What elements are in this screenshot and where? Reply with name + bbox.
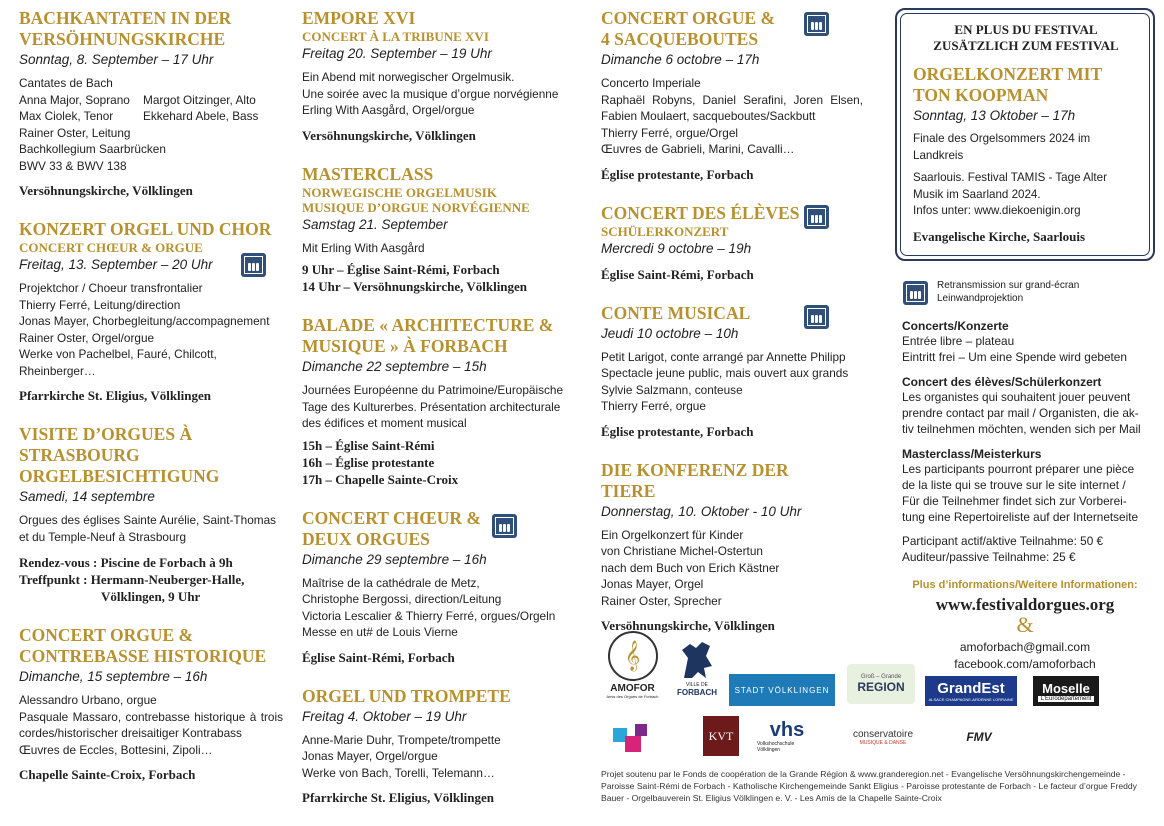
event-line: Raphaël Robyns, Daniel Serafini, Joren Elsen, Fabien Moulaert, sacqueboutes/Sackbutt: [601, 92, 863, 123]
logo-subtext: VILLE DE: [686, 681, 708, 688]
screen-projection-icon: [492, 514, 517, 538]
info-heading: Concert des élèves/Schülerkonzert: [902, 374, 1102, 389]
event-line: Jonas Mayer, Orgel: [601, 577, 704, 591]
screen-projection-icon: [804, 12, 829, 36]
logo-subtext: Amis des Orgues de Forbach: [606, 694, 659, 699]
event-line: Jonas Mayer, Orgel/orgue: [302, 749, 438, 763]
event-time: 14 Uhr – Versöhnungskirche, Völklingen: [302, 279, 528, 294]
event-line: Werke von Pachelbel, Fauré, Chilcott, Rheinberger…: [19, 347, 217, 378]
legend-line: Retransmission sur grand-écran: [937, 279, 1080, 291]
logo-text: FMV: [966, 730, 992, 744]
screen-projection-icon: [804, 305, 829, 329]
event-line: Rainer Oster, Sprecher: [601, 593, 722, 608]
website-link[interactable]: www.festivaldorgues.org: [935, 594, 1115, 614]
event-line: Spectacle jeune public, mais ouvert aux grands: [601, 366, 849, 380]
info-line: tung eine Repertoireliste auf der Internetseite: [902, 509, 1139, 524]
event-konzert-orgel-chor: [19, 219, 283, 404]
event-title: CONTE MUSICAL: [601, 302, 751, 323]
event-body: [302, 69, 564, 119]
meeting-point: Völklingen, 9 Uhr: [101, 589, 201, 604]
event-title: MASTERCLASS: [302, 163, 434, 184]
kvt-logo: [703, 716, 739, 756]
info-body: [902, 461, 1155, 525]
event-line: Messe en ut# de Louis Vierne: [302, 625, 458, 639]
amofor-logo: [605, 630, 660, 700]
event-location: Versöhnungskirche, Völklingen: [302, 127, 476, 143]
legend-line: Leinwandprojektion: [937, 292, 1024, 304]
event-line: Petit Larigot, conte arrangé par Annette Philipp: [601, 349, 846, 364]
small-text-logo: [651, 722, 689, 756]
event-time: 16h – Église protestante: [302, 454, 435, 470]
performer: Ekkehard Abele, Bass: [143, 109, 259, 123]
column-1: [19, 8, 283, 803]
event-line: Tage des Kulturerbes. Présentation architecturale: [302, 399, 561, 414]
event-title: VISITE D’ORGUES À STRASBOURG ORGELBESICHTIGUNG: [19, 424, 220, 486]
event-line: Thierry Ferré, orgue: [601, 399, 706, 413]
fee-line: Participant actif/aktive Teilnahme: 50 €: [902, 533, 1104, 548]
performer: Max Ciolek, Tenor: [19, 109, 114, 123]
more-info-label: Plus d’informations/Weitere Informationen:: [912, 578, 1138, 591]
event-subtitle: SCHÜLERKONZERT: [601, 223, 729, 239]
info-line: Les participants pourront préparer une pièce: [902, 461, 1135, 476]
screen-projection-icon: [241, 253, 266, 277]
event-body: [19, 75, 283, 174]
event-line: Ein Orgelkonzert für Kinder: [601, 527, 744, 542]
event-location: Église Saint-Rémi, Forbach: [601, 266, 754, 282]
event-location: Église protestante, Forbach: [601, 423, 754, 439]
event-title: ORGEL UND TROMPETE: [302, 685, 511, 706]
logo-text: KVT: [708, 728, 734, 743]
logo-subtext: Volkshochschule Völklingen: [757, 741, 795, 753]
event-line: Infos unter: www.diekoenigin.org: [913, 204, 1081, 217]
info-line: prendre contact par mail / Organisten, die ak-: [902, 405, 1139, 420]
event-date: Dimanche 6 octobre – 17h: [601, 52, 760, 67]
event-line: Bachkollegium Saarbrücken: [19, 142, 166, 156]
event-time: 17h – Chapelle Sainte-Croix: [302, 471, 459, 487]
event-title: EMPORE XVI: [302, 8, 416, 28]
box-heading: ZUSÄTZLICH ZUM FESTIVAL: [933, 38, 1119, 53]
event-date: Donnerstag, 10. Oktober - 10 Uhr: [601, 503, 802, 519]
event-balade: [302, 315, 564, 488]
logo-text: FORBACH: [677, 687, 717, 697]
event-body: [302, 575, 564, 641]
event-line: Rainer Oster, Leitung: [19, 125, 131, 140]
grande-region-logo: [847, 664, 915, 704]
event-title: KONZERT ORGEL UND CHOR: [19, 219, 272, 239]
event-date: Dimanche, 15 septembre – 16h: [19, 669, 208, 684]
logo-text: conservatoire: [852, 728, 914, 740]
event-date: Dimanche 29 septembre – 16h: [302, 551, 487, 567]
info-line: tiv teilnehmen möchten, wenden sich per Mail: [902, 421, 1141, 436]
logo-text: GrandEst: [937, 679, 1005, 697]
event-date: Freitag 20. September – 19 Uhr: [302, 46, 492, 61]
event-location: Église Saint-Rémi, Forbach: [302, 649, 455, 665]
event-line: nach dem Buch von Erich Kästner: [601, 560, 780, 575]
event-body: [19, 692, 283, 758]
event-line: Une soirée avec la musique d’orgue norvégienne: [302, 86, 559, 101]
meeting-point: Treffpunkt : Hermann-Neuberger-Halle,: [19, 572, 245, 587]
email-link[interactable]: amoforbach@gmail.com: [959, 639, 1091, 654]
info-heading: Concerts/Konzerte: [902, 318, 1009, 333]
footer-sponsors: Projet soutenu par le Fonds de coopération de la Grande Région & www.granderegion.net - Evangelische Versöhnungskirchengemeinde - Paroisse Saint-Rémi de Forbach - Katholische Kirchengemeinde Sankt Eligius - Paroisse protestante de Forbach - Le facteur d’orgue Freddy Bauer - Orgelbauverein St. Eligius Völklingen e. V. - Les Amis de la Chapelle Sainte-Croix: [601, 769, 1137, 803]
column-2: [302, 8, 564, 826]
event-time: 15h – Église Saint-Rémi: [302, 437, 435, 453]
meeting-points: [19, 554, 283, 605]
conservatoire-logo: [843, 720, 923, 754]
grandest-logo: [925, 676, 1017, 706]
event-title: BACHKANTATEN IN DER VERSÖHNUNGSKIRCHE: [19, 8, 232, 49]
event-empore: [302, 8, 564, 144]
event-body: [601, 349, 863, 415]
event-location: Versöhnungskirche, Völklingen: [601, 618, 775, 633]
event-line: Thierry Ferré, orgue/Orgel: [601, 125, 739, 140]
event-konferenz-tiere: [601, 460, 863, 635]
performer: Margot Oitzinger, Alto: [143, 92, 256, 107]
event-time: 9 Uhr – Église Saint-Rémi, Forbach: [302, 262, 500, 277]
event-date: Sonntag, 13 Oktober – 17h: [913, 108, 1076, 123]
event-line: BWV 33 & BWV 138: [19, 158, 127, 173]
info-heading: Masterclass/Meisterkurs: [902, 446, 1042, 461]
logo-subtext: Groß – Grande: [860, 674, 902, 680]
event-title: DIE KONFERENZ DER TIERE: [601, 459, 789, 501]
performer: Anna Major, Soprano: [19, 92, 130, 107]
column-3: [601, 8, 863, 654]
extra-concert-box: [895, 8, 1155, 261]
event-body: [302, 382, 564, 432]
event-line: Cantates de Bach: [19, 76, 113, 90]
fmv-logo: [949, 720, 1009, 754]
event-date: Jeudi 10 octobre – 10h: [601, 325, 739, 341]
info-line: de la liste qui se trouve sur le site internet /: [902, 477, 1126, 492]
event-date: Dimanche 22 septembre – 15h: [302, 359, 487, 374]
event-subtitle: NORWEGISCHE ORGELMUSIK: [302, 184, 497, 200]
forbach-logo: [672, 632, 722, 702]
event-title: ORGELKONZERT MIT TON KOOPMAN: [913, 64, 1102, 105]
logo-subtext: ALSACE CHAMPAGNE-ARDENNE LORRAINE: [928, 696, 1014, 702]
event-line: Victoria Lescalier & Thierry Ferré, orgues/Orgeln: [302, 608, 556, 623]
event-location: Pfarrkirche St. Eligius, Völklingen: [302, 790, 495, 805]
event-visite-orgues: [19, 424, 283, 605]
event-line: Anne-Marie Duhr, Trompete/trompette: [302, 732, 501, 747]
event-subtitle: CONCERT À LA TRIBUNE XVI: [302, 29, 489, 44]
event-line: Werke von Bach, Torelli, Telemann…: [302, 765, 495, 780]
event-date: Samedi, 14 septembre: [19, 489, 155, 504]
facebook-link[interactable]: facebook.com/amoforbach: [954, 656, 1096, 671]
vhs-logo: [757, 716, 817, 756]
event-orgel-trompete: [302, 686, 564, 807]
event-date: Mercredi 9 octobre – 19h: [601, 240, 752, 256]
event-bachkantaten: [19, 8, 283, 199]
info-line: Entrée libre – plateau: [902, 333, 1015, 348]
event-line: Christophe Bergossi, direction/Leitung: [302, 592, 502, 606]
event-location: Evangelische Kirche, Saarlouis: [913, 228, 1086, 244]
logo-text: AMOFOR: [610, 683, 655, 694]
event-title: BALADE « ARCHITECTURE & MUSIQUE » À FORBACH: [302, 315, 554, 356]
event-line: Pasquale Massaro, contrebasse historique à trois cordes/historischer dreisaitiger Kontrabass: [19, 709, 283, 740]
event-location: Versöhnungskirche, Völklingen: [19, 183, 193, 198]
event-line: Concerto Imperiale: [601, 76, 701, 90]
ampersand: &: [1016, 611, 1034, 637]
logo-text: REGION: [857, 680, 905, 694]
event-masterclass: [302, 164, 564, 296]
event-body: [19, 280, 283, 379]
event-line: Erling With Aasgård, Orgel/orgue: [302, 103, 475, 117]
logo-subtext: L’Eurodépartement: [1038, 696, 1095, 702]
event-line: Rainer Oster, Orgel/orgue: [19, 330, 155, 345]
screen-projection-icon: [804, 205, 829, 229]
event-line: Finale des Orgelsommers 2024 im Landkreis: [913, 132, 1091, 162]
meeting-point: Rendez-vous : Piscine de Forbach à 9h: [19, 555, 233, 570]
event-title: CONCERT CHŒUR & DEUX ORGUES: [302, 507, 481, 549]
screen-legend: [895, 279, 1155, 309]
box-heading: EN PLUS DU FESTIVAL: [954, 22, 1098, 37]
voelklingen-logo: [729, 674, 835, 706]
colored-squares-logo: [611, 722, 653, 756]
event-title: CONCERT ORGUE & CONTREBASSE HISTORIQUE: [19, 625, 267, 666]
event-subtitle: CONCERT CHŒUR & ORGUE: [19, 240, 203, 255]
event-location: Église protestante, Forbach: [601, 166, 754, 182]
event-body: [302, 732, 564, 782]
contact: [895, 639, 1155, 673]
organ-clef-icon: 𝄞: [608, 631, 658, 681]
event-concert-eleves: [601, 203, 863, 283]
fee-line: Auditeur/passive Teilnahme: 25 €: [902, 549, 1076, 564]
event-times: [302, 437, 564, 488]
event-sacqueboutes: [601, 8, 863, 183]
column-4: [895, 8, 1155, 673]
event-line: Projektchor / Choeur transfrontalier: [19, 281, 203, 295]
event-times: [302, 261, 564, 295]
event-body: [601, 75, 863, 158]
event-date: Sonntag, 8. September – 17 Uhr: [19, 52, 214, 67]
event-line: Œuvres de Eccles, Bottesini, Zipoli…: [19, 742, 213, 757]
event-body: [601, 527, 863, 610]
event-line: Œuvres de Gabrieli, Marini, Cavalli…: [601, 142, 795, 156]
info-line: Für die Teilnehmer findet sich zur Vorberei-: [902, 493, 1127, 508]
event-line: Sylvie Salzmann, conteuse: [601, 382, 743, 397]
event-location: Chapelle Sainte-Croix, Forbach: [19, 767, 196, 782]
event-title: CONCERT DES ÉLÈVES: [601, 202, 800, 223]
info-line: Les organistes qui souhaitent jouer peuvent: [902, 389, 1131, 404]
info-body: [902, 333, 1155, 365]
event-title: CONCERT ORGUE & 4 SACQUEBOUTES: [601, 8, 776, 49]
event-body: Orgues des églises Sainte Aurélie, Saint-Thomas et du Temple-Neuf à Strasbourg: [19, 513, 277, 544]
event-date: Freitag 4. Oktober – 19 Uhr: [302, 708, 467, 724]
event-date: Samstag 21. September: [302, 216, 448, 232]
event-line: Thierry Ferré, Leitung/direction: [19, 297, 181, 312]
event-conte-musical: [601, 303, 863, 440]
fees: [902, 533, 1155, 565]
logo-text: vhs: [769, 719, 805, 741]
info-body: [902, 389, 1155, 437]
event-subtitle: MUSIQUE D’ORGUE NORVÉGIENNE: [302, 199, 530, 215]
event-line: Alessandro Urbano, orgue: [19, 693, 157, 707]
event-line: von Christiane Michel-Ostertun: [601, 544, 763, 558]
info-line: Eintritt frei – Um eine Spende wird gebeten: [902, 349, 1127, 364]
event-line: Jonas Mayer, Chorbegleitung/accompagnement: [19, 314, 270, 328]
moselle-logo: [1033, 676, 1099, 706]
event-line: Saarlouis. Festival TAMIS - Tage Alter Musik im Saarland 2024.: [913, 171, 1107, 201]
logo-text: Moselle: [1042, 680, 1090, 696]
event-line: Maîtrise de la cathédrale de Metz,: [302, 575, 480, 590]
event-location: Pfarrkirche St. Eligius, Völklingen: [19, 388, 212, 403]
logo-text: STADT VÖLKLINGEN: [734, 685, 830, 695]
info-section: [895, 319, 1155, 565]
event-line: Journées Européenne du Patrimoine/Europäische: [302, 383, 564, 397]
event-contrebasse: [19, 625, 283, 783]
event-line: Ein Abend mit norwegischer Orgelmusik.: [302, 70, 515, 84]
event-date: Freitag, 13. September – 20 Uhr: [19, 257, 213, 272]
event-choeur-deux-orgues: [302, 508, 564, 666]
screen-projection-icon: [903, 281, 928, 305]
event-line: des édifices et moment musical: [302, 416, 467, 430]
lion-icon: [676, 638, 718, 682]
event-body: [913, 131, 1139, 220]
performers: [19, 92, 283, 125]
logo-subtext: MUSIQUE & DANSE: [859, 739, 907, 746]
event-body: Mit Erling With Aasgård: [302, 240, 425, 255]
